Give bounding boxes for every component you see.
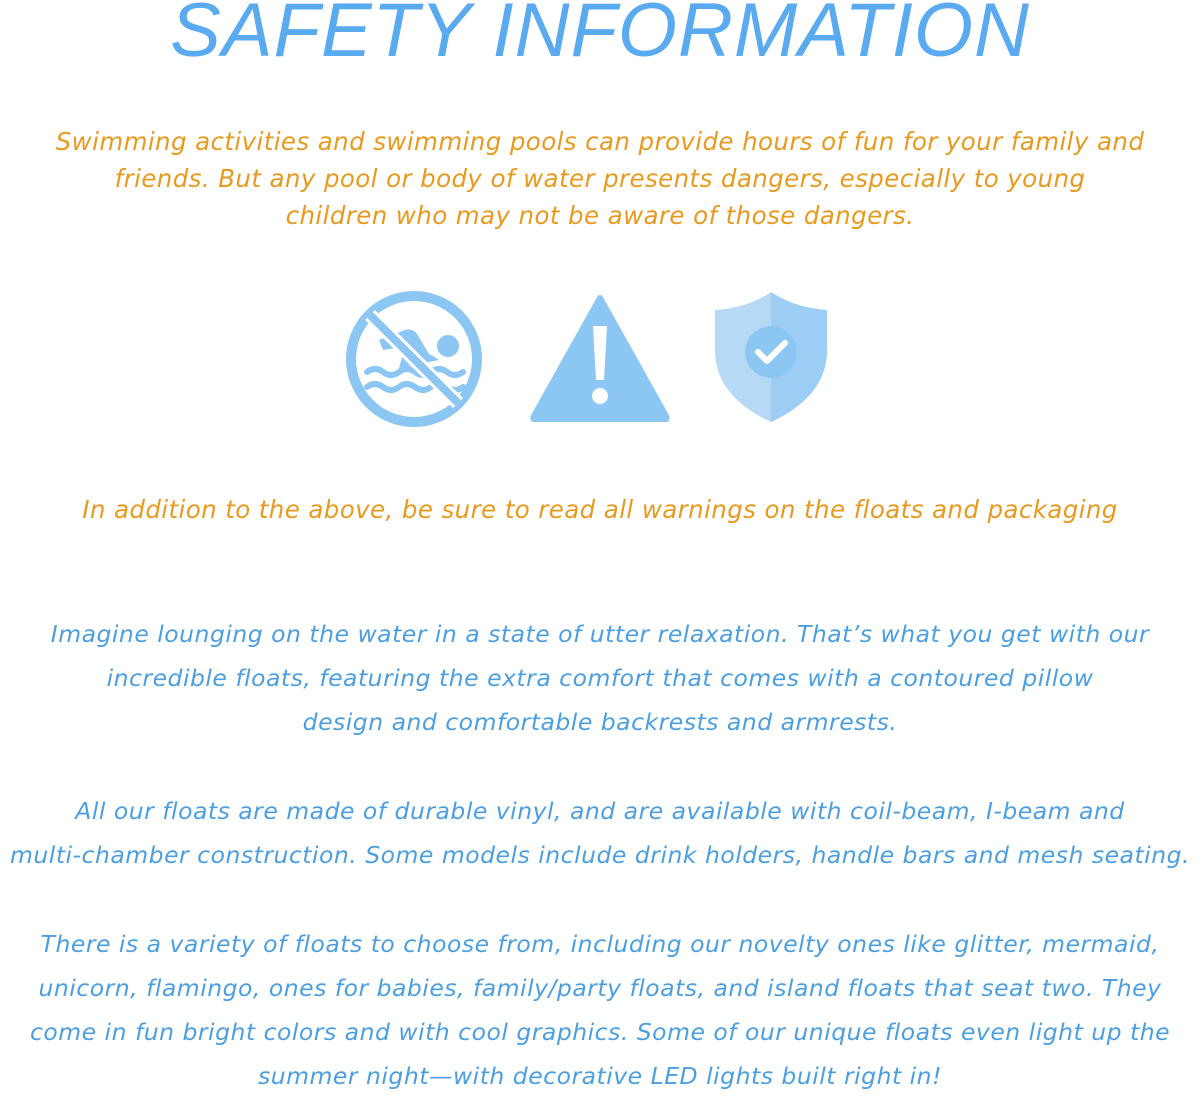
paragraph-line: All our floats are made of durable vinyl, and are available with coil-beam, I-beam and [75,797,1125,825]
intro-paragraph [0,123,1200,234]
materials-paragraph [0,789,1200,877]
intro-line: Swimming activities and swimming pools can provide hours of fun for your family and [55,127,1145,156]
paragraph-line: incredible floats, featuring the extra comfort that comes with a contoured pillow [106,664,1094,692]
page-title: SAFETY INFORMATION [170,0,1030,73]
safety-icons-row [0,288,1200,428]
description-paragraph [0,612,1200,744]
warning-note: In addition to the above, be sure to read all warnings on the floats and packaging [82,495,1118,524]
shield-check-icon [711,288,831,426]
paragraph-line: Imagine lounging on the water in a state of utter relaxation. That’s what you get with our [50,620,1150,648]
paragraph-line: There is a variety of floats to choose from, including our novelty ones like glitter, mermaid, [40,930,1160,958]
intro-line: children who may not be aware of those dangers. [285,201,915,230]
paragraph-line: design and comfortable backrests and armrests. [302,708,898,736]
no-swimming-icon [343,288,485,430]
variety-paragraph [0,922,1200,1098]
paragraph-line: multi-chamber construction. Some models include drink holders, handle bars and mesh seating. [10,841,1190,869]
paragraph-line: summer night—with decorative LED lights built right in! [258,1062,942,1090]
intro-line: friends. But any pool or body of water presents dangers, especially to young [114,164,1086,193]
paragraph-line: come in fun bright colors and with cool graphics. Some of our unique floats even light up the [29,1018,1171,1046]
paragraph-line: unicorn, flamingo, ones for babies, family/party floats, and island floats that seat two. They [38,974,1162,1002]
warning-icon [528,288,672,422]
